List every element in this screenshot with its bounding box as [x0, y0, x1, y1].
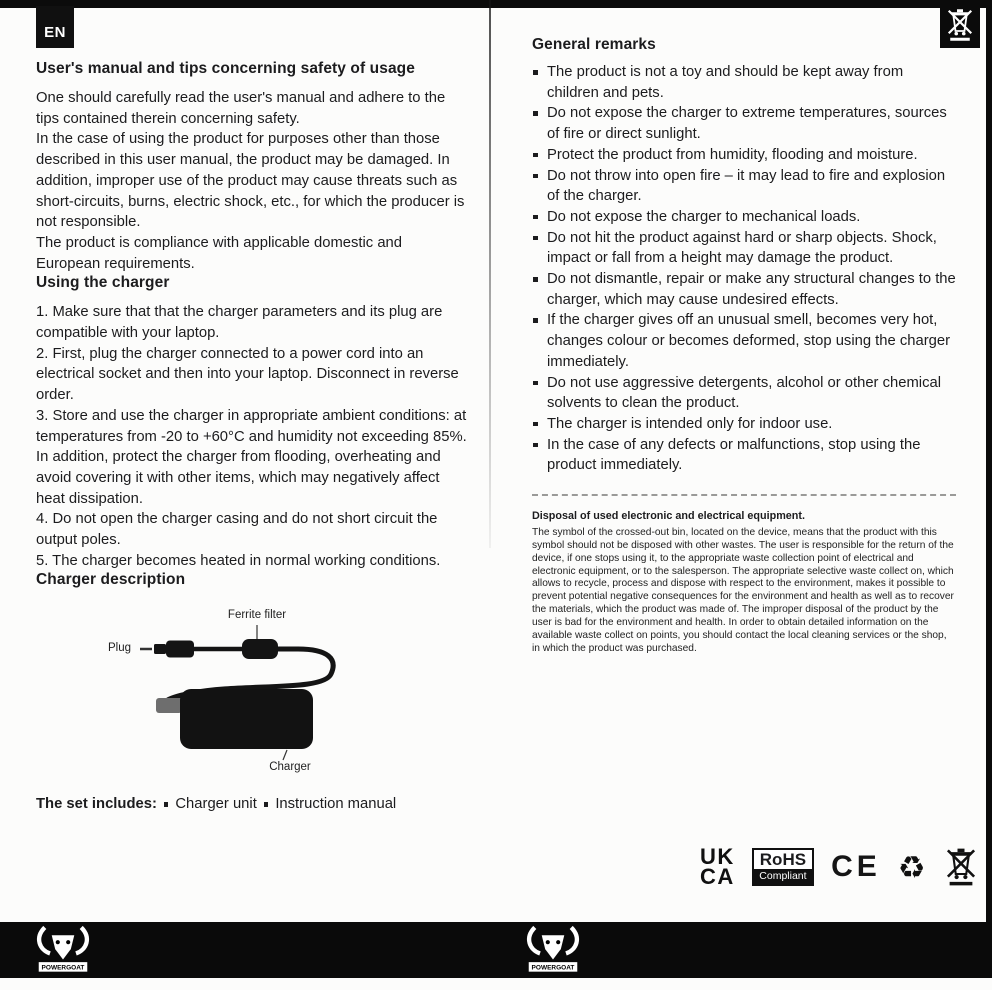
list-item: 2. First, plug the charger connected to a power cord into an electrical socket and then into your laptop. Disconnect in reverse order.: [36, 345, 459, 404]
ferrite-filter-label: Ferrite filter: [227, 609, 287, 622]
list-item: The product is not a toy and should be kept away from children and pets.: [532, 62, 956, 103]
paragraph: One should carefully read the user's manual and adhere to the tips contained therein concerning safety.: [36, 90, 446, 127]
rohs-mark: [752, 848, 814, 886]
certification-marks: [700, 843, 979, 889]
page-fold-line: [489, 0, 491, 548]
remarks-heading: General remarks: [532, 36, 656, 53]
bullet-square: [264, 802, 269, 807]
bullet-square: [164, 802, 169, 807]
set-includes: [36, 796, 470, 812]
weee-bin-icon: [943, 846, 979, 888]
list-item: 4. Do not open the charger casing and do not short circuit the output poles.: [36, 511, 438, 549]
language-badge-label: EN: [44, 24, 66, 41]
ukca-top: UK: [700, 843, 735, 869]
charger-label: Charger: [269, 761, 311, 774]
charger-diagram: [36, 597, 470, 782]
ce-mark: CE: [831, 850, 881, 883]
list-item: 1. Make sure that that the charger parameters and its plug are compatible with your laptop.: [36, 304, 443, 342]
list-item: Do not expose the charger to mechanical loads.: [532, 207, 956, 228]
brand-label: POWERGOAT: [41, 964, 85, 972]
remarks-list: [532, 62, 956, 476]
list-item: In the case of any defects or malfunctions, stop using the product immediately.: [532, 435, 956, 476]
list-item: Do not use aggressive detergents, alcohol or other chemical solvents to clean the product.: [532, 373, 956, 414]
paragraph: In the case of using the product for purposes other than those described in this user manual, the product may be damaged. In addition, improper use of the product may cause threats such as short-circuits, burns, electric shock, etc., for which the producer is not responsible.: [36, 131, 465, 231]
disposal-body: The symbol of the crossed-out bin, located on the device, means that the product with this symbol should not be disposed with other wastes. The user is responsible for the return of the device, if one stops using it, to the appropriate waste collection point of electrical and electronic equipment, or to the salesperson. The appropriate selective waste collect on, which allows to recycle, process and dispose with respect to the environment, makes it possible to prevent potential negative consequences for the environment and health as well as to recover the materials, which the product was made of. The improper disposal of the product by the user is bad for the environment and health. In order to obtain detailed information on the available waste collect on points, you should contact the local cleaning services or the shop, in which the product was purchased.: [532, 527, 954, 654]
using-steps: [36, 302, 470, 571]
set-includes-item: Charger unit: [175, 796, 257, 813]
rohs-compliant-label: Compliant: [754, 869, 812, 884]
list-item: Do not expose the charger to extreme temperatures, sources of fire or direct sunlight.: [532, 103, 956, 144]
scan-edge-right: [986, 0, 992, 924]
using-heading: Using the charger: [36, 274, 170, 292]
list-item: Do not hit the product against hard or sharp objects. Shock, impact or fall from a height may damage the product.: [532, 228, 956, 269]
charger-diagram-art: [36, 597, 470, 782]
recycle-icon: ♻: [897, 849, 926, 885]
dashed-divider: [532, 494, 956, 496]
scan-edge-top: [0, 0, 992, 8]
safety-paragraphs: [36, 88, 470, 274]
disposal-heading: Disposal of used electronic and electrical equipment.: [532, 510, 805, 523]
description-heading: Charger description: [36, 571, 186, 589]
language-badge: [36, 6, 74, 48]
list-item: The charger is intended only for indoor use.: [532, 414, 956, 435]
list-item: Protect the product from humidity, flooding and moisture.: [532, 145, 956, 166]
list-item: 5. The charger becomes heated in normal working conditions.: [36, 552, 441, 569]
list-item: 3. Store and use the charger in appropriate ambient conditions: at temperatures from -20 to +60°C and humidity not exceeding 85%. In addition, protect the charger from flooding, overheating and avoid covering it with other items, which may negatively affect heat dissipation.: [36, 407, 467, 507]
list-item: Do not throw into open fire – it may lead to fire and explosion of the charger.: [532, 166, 956, 207]
powergoat-logo: [522, 924, 584, 976]
footer-bar: [0, 922, 992, 978]
ukca-mark: [700, 843, 735, 889]
ukca-bottom: CA: [700, 864, 735, 889]
left-column: [36, 60, 470, 812]
plug-label: Plug: [108, 642, 132, 655]
list-item: If the charger gives off an unusual smell, becomes very hot, changes colour or becomes deformed, stop using the charger immediately.: [532, 310, 956, 372]
powergoat-logo: [32, 924, 94, 976]
list-item: Do not dismantle, repair or make any structural changes to the charger, which may cause undesired effects.: [532, 269, 956, 310]
safety-heading: User's manual and tips concerning safety of usage: [36, 60, 415, 77]
set-includes-item: Instruction manual: [275, 796, 397, 813]
paragraph: The product is compliance with applicable domestic and European requirements.: [36, 234, 403, 272]
rohs-title: RoHS: [759, 849, 807, 869]
brand-label: POWERGOAT: [531, 964, 575, 972]
right-column: [532, 36, 956, 656]
set-includes-label: The set includes:: [36, 796, 157, 813]
